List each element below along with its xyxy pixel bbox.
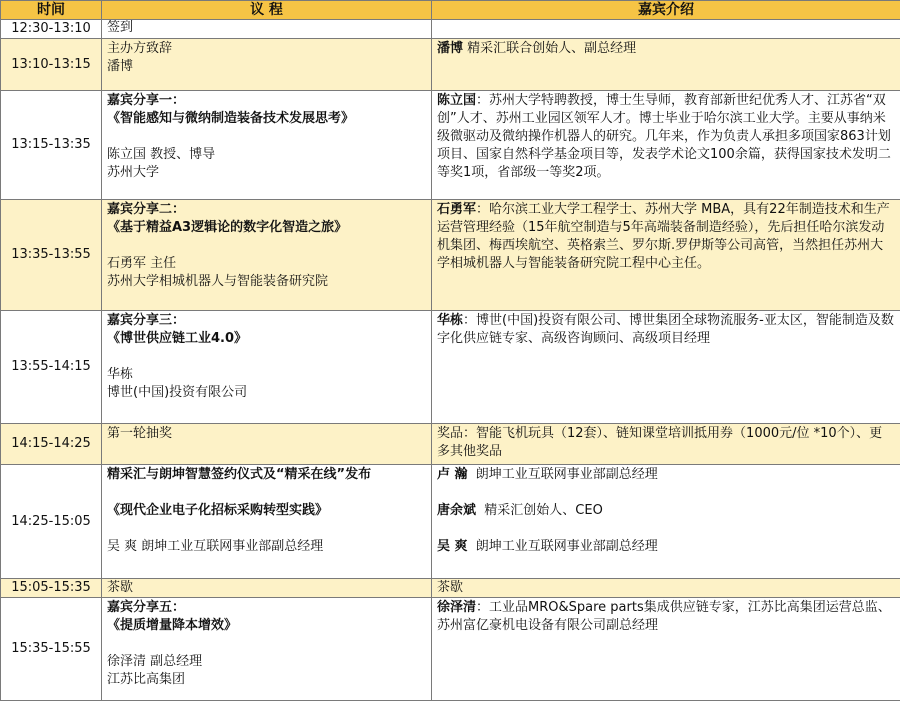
agenda-speaker: 陈立国 教授、博导 (107, 147, 216, 162)
guest-desc: 精采汇创始人、CEO (484, 503, 603, 518)
row-time: 13:55-14:15 (1, 311, 102, 424)
table-row (1, 91, 900, 200)
guest-desc: 朗坤工业互联网事业部副总经理 (475, 467, 658, 482)
table-row (1, 39, 900, 91)
row-time: 13:10-13:15 (1, 39, 102, 91)
guest-desc: ：工业品MRO&Spare parts集成供应链专家，江苏比高集团运营总监、苏州富亿豪机电设备有限公司副总经理 (437, 600, 891, 633)
guest-desc: 朗坤工业互联网事业部副总经理 (475, 539, 658, 554)
row-guest (432, 91, 900, 200)
agenda-topic: 《智能感知与微纳制造装备技术发展思考》 (107, 111, 355, 126)
table-row (1, 465, 900, 579)
agenda-org: 苏州大学相城机器人与智能装备研究院 (107, 274, 329, 289)
row-time: 13:15-13:35 (1, 91, 102, 200)
row-agenda (102, 598, 432, 701)
agenda-label: 嘉宾分享三： (107, 313, 186, 328)
row-time: 14:15-14:25 (1, 424, 102, 465)
row-agenda (102, 91, 432, 200)
guest-name: 华栋 (437, 313, 464, 328)
table-row (1, 200, 900, 311)
agenda-speaker: 华栋 (107, 367, 134, 382)
row-time: 15:35-15:55 (1, 598, 102, 701)
row-guest (432, 200, 900, 311)
agenda-org: 博世(中国)投资有限公司 (107, 385, 248, 400)
agenda-title: 主办方致辞 (107, 41, 173, 56)
row-guest (432, 465, 900, 579)
agenda-label: 嘉宾分享一： (107, 93, 186, 108)
row-guest (432, 598, 900, 701)
guest-name: 吴 爽 (437, 539, 468, 554)
agenda-speaker: 徐泽清 副总经理 (107, 654, 203, 669)
agenda-speaker: 潘博 (107, 59, 134, 74)
row-agenda (102, 465, 432, 579)
table-row (1, 20, 900, 39)
agenda-label: 精采汇与朗坤智慧签约仪式及“精采在线”发布 (107, 467, 372, 482)
guest-desc: ：博世(中国)投资有限公司、博世集团全球物流服务-亚太区，智能制造及数字化供应链专家、高级咨询顾问、高级项目经理 (437, 313, 894, 346)
row-agenda (102, 311, 432, 424)
row-time: 12:30-13:10 (1, 20, 102, 39)
row-agenda: 茶歇 (102, 579, 432, 598)
guest-desc: 精采汇联合创始人、副总经理 (467, 41, 637, 56)
row-guest (432, 39, 900, 91)
guest-name: 卢 瀚 (437, 467, 468, 482)
agenda-topic: 《现代企业电子化招标采购转型实践》 (107, 503, 329, 518)
header-guests: 嘉宾介绍 (432, 1, 900, 20)
row-agenda (102, 39, 432, 91)
guest-desc: ：苏州大学特聘教授，博士生导师，教育部新世纪优秀人才、江苏省“双创”人才、苏州工业园区领军人才。博士毕业于哈尔滨工业大学。主要从事纳米级微驱动及微纳操作机器人的研究。几年来，作为负责人承担多项国家863计划项目、国家自然科学基金项目等，发表学术论文100余篇，获得国家技术发明二等奖1项，省部级一等奖2项。 (437, 93, 891, 180)
header-time: 时间 (1, 1, 102, 20)
table-row (1, 424, 900, 465)
agenda-topic: 《提质增量降本增效》 (107, 618, 238, 633)
row-agenda: 第一轮抽奖 (102, 424, 432, 465)
row-time: 14:25-15:05 (1, 465, 102, 579)
agenda-speaker: 石勇军 主任 (107, 256, 177, 271)
table-row (1, 579, 900, 598)
table-row (1, 598, 900, 701)
row-guest (432, 20, 900, 39)
agenda-topic: 《基于精益A3逻辑论的数字化智造之旅》 (107, 220, 348, 235)
row-time: 13:35-13:55 (1, 200, 102, 311)
guest-name: 唐余斌 (437, 503, 477, 518)
header-agenda: 议 程 (102, 1, 432, 20)
agenda-speaker: 吴 爽 朗坤工业互联网事业部副总经理 (107, 539, 324, 554)
agenda-topic: 《博世供应链工业4.0》 (107, 331, 248, 346)
row-guest: 奖品：智能飞机玩具（12套）、链知课堂培训抵用券（1000元/位 *10个）、更多其他奖品 (432, 424, 900, 465)
row-agenda (102, 200, 432, 311)
row-guest (432, 311, 900, 424)
agenda-label: 嘉宾分享五： (107, 600, 186, 615)
agenda-org: 苏州大学 (107, 165, 160, 180)
guest-desc: ：哈尔滨工业大学工程学士、苏州大学 MBA，具有22年制造技术和生产运营管理经验（15年航空制造与5年高端装备制造经验），先后担任哈尔滨发动机集团、梅西埃航空、英格索兰、罗尔斯.罗伊斯等公司高管，当然担任苏州大学相城机器人与智能装备研究院工程中心主任。 (437, 202, 890, 271)
guest-name: 石勇军 (437, 202, 477, 217)
guest-name: 徐泽清 (437, 600, 477, 615)
guest-name: 潘博 (437, 41, 464, 56)
row-time: 15:05-15:35 (1, 579, 102, 598)
row-agenda: 签到 (102, 20, 432, 39)
row-guest: 茶歇 (432, 579, 900, 598)
guest-name: 陈立国 (437, 93, 477, 108)
agenda-org: 江苏比高集团 (107, 672, 186, 687)
agenda-label: 嘉宾分享二： (107, 202, 186, 217)
table-row (1, 311, 900, 424)
